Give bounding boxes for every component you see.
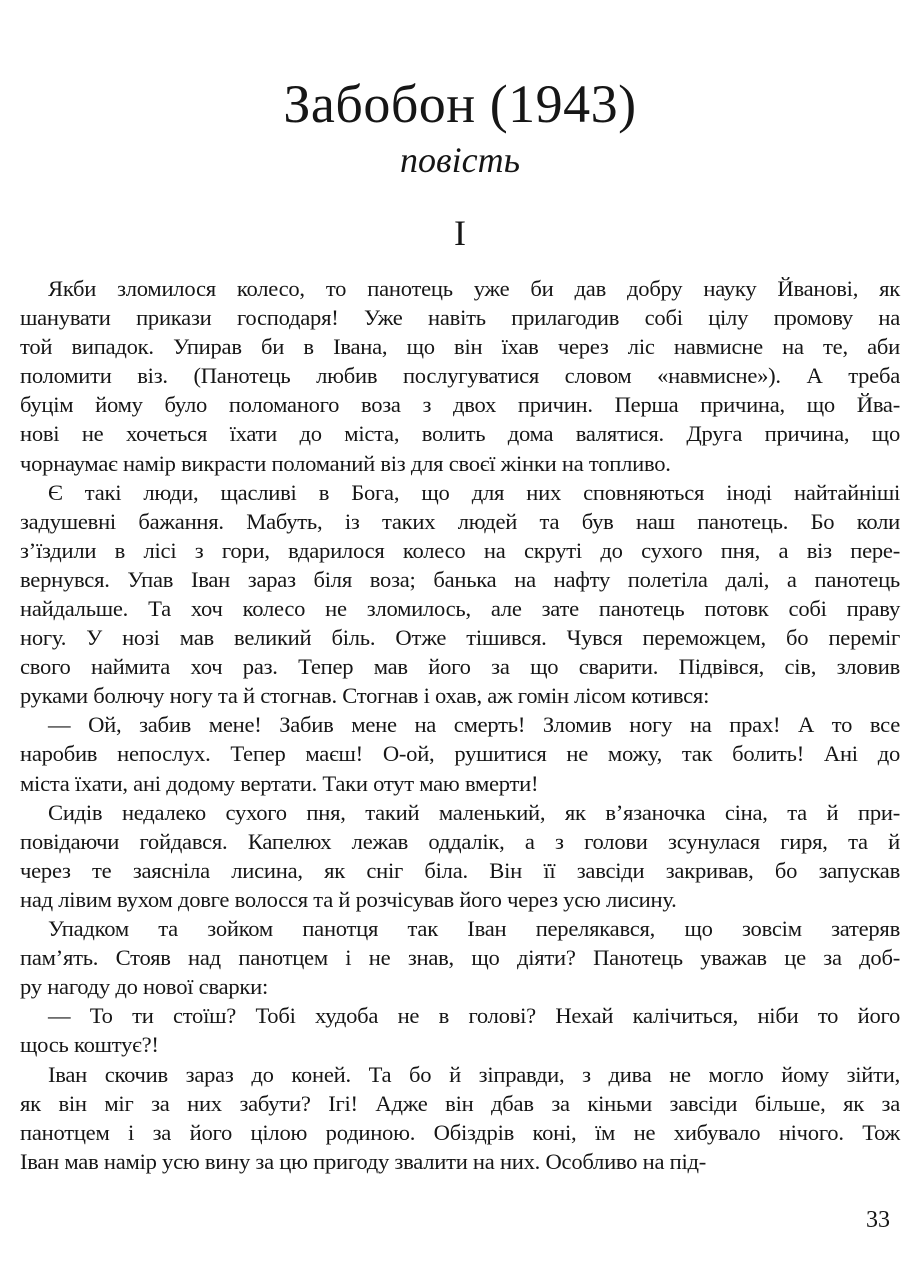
text-line: Упадком та зойком панотця так Іван перелякався, що зовсім затеряв <box>48 916 900 942</box>
text-line: панотцем і за його цілою родиною. Обіздрів коні, їм не хибувало нічого. Тож <box>20 1119 900 1145</box>
text-line: той випадок. Упирав би в Івана, що він їхав через ліс навмисне на те, аби <box>20 334 900 360</box>
page-subtitle: повість <box>400 139 520 180</box>
text-line: Іван мав намір усю вину за цю пригоду звалити на них. Особливо на під- <box>20 1148 707 1174</box>
text-line: — Ой, забив мене! Забив мене на смерть! Зломив ногу на прах! А то все <box>48 712 900 738</box>
text-line: руками болючу ногу та й стогнав. Стогнав і охав, аж гомін лісом котився: <box>20 683 710 709</box>
page-number: 33 <box>866 1207 890 1233</box>
chapter-numeral: I <box>454 213 466 254</box>
text-line: нові не хочеться їхати до міста, волить дома валятися. Друга причина, що <box>20 421 900 447</box>
body-text <box>20 274 900 1176</box>
text-line: найдальше. Та хоч колесо не зломилось, але зате панотець потовк собі праву <box>20 596 900 622</box>
text-line: наробив непослух. Тепер маєш! О-ой, рушитися не можу, так болить! Ані до <box>20 741 900 767</box>
text-line: через те заясніла лисина, як сніг біла. Він її завсіди закривав, бо запускав <box>20 857 900 883</box>
text-line: поломити віз. (Панотець любив послугуватися словом «навмисне»). А треба <box>20 363 900 389</box>
text-line: Сидів недалеко сухого пня, такий маленький, як в’язаночка сіна, та й при- <box>48 799 900 825</box>
text-line: пам’ять. Стояв над панотцем і не знав, що діяти? Панотець уважав це за доб- <box>20 945 900 971</box>
text-line: як він міг за них забути? Ігі! Адже він дбав за кіньми завсіди більше, як за <box>20 1090 900 1116</box>
text-line: ногу. У нозі мав великий біль. Отже тішився. Чувся переможцем, бо переміг <box>20 625 900 651</box>
text-line: з’їздили в лісі з гори, вдарилося колесо на скруті до сухого пня, а віз пере- <box>20 537 900 563</box>
text-line: повідаючи гойдався. Капелюх лежав оддалік, а з голови зсунулася гиря, та й <box>20 828 900 854</box>
text-line: Іван скочив зараз до коней. Та бо й зіправди, з дива не могло йому зійти, <box>48 1061 900 1087</box>
text-line: буцім йому було поломаного воза з двох причин. Перша причина, що Йва- <box>20 392 900 418</box>
text-line: над лівим вухом довге волосся та й розчісував його через усю лисину. <box>20 886 677 912</box>
text-line: Якби зломилося колесо, то панотець уже би дав добру науку Йванові, як <box>48 275 900 301</box>
page-title: Забобон (1943) <box>283 74 637 134</box>
text-line: — То ти стоїш? Тобі худоба не в голові? Нехай калічиться, ніби то його <box>48 1003 900 1029</box>
text-line: ру нагоду до нової сварки: <box>20 974 268 1000</box>
text-line: задушевні бажання. Мабуть, із таких людей та був наш панотець. Бо коли <box>20 508 900 534</box>
text-line: шанувати прикази господаря! Уже навіть прилагодив собі цілу промову на <box>20 305 900 331</box>
text-line: щось коштує?! <box>20 1032 159 1058</box>
text-line: Є такі люди, щасливі в Бога, що для них сповняються іноді найтайніші <box>48 479 900 505</box>
text-line: чорнаумає намір викрасти поломаний віз для своєї жінки на топливо. <box>20 450 671 476</box>
text-line: міста їхати, ані додому вертати. Таки отут маю вмерти! <box>20 770 539 796</box>
text-line: вернувся. Упав Іван зараз біля воза; банька на нафту полетіла далі, а панотець <box>20 566 900 592</box>
text-line: свого наймита хоч раз. Тепер мав його за що сварити. Підвівся, сів, зловив <box>20 654 900 680</box>
